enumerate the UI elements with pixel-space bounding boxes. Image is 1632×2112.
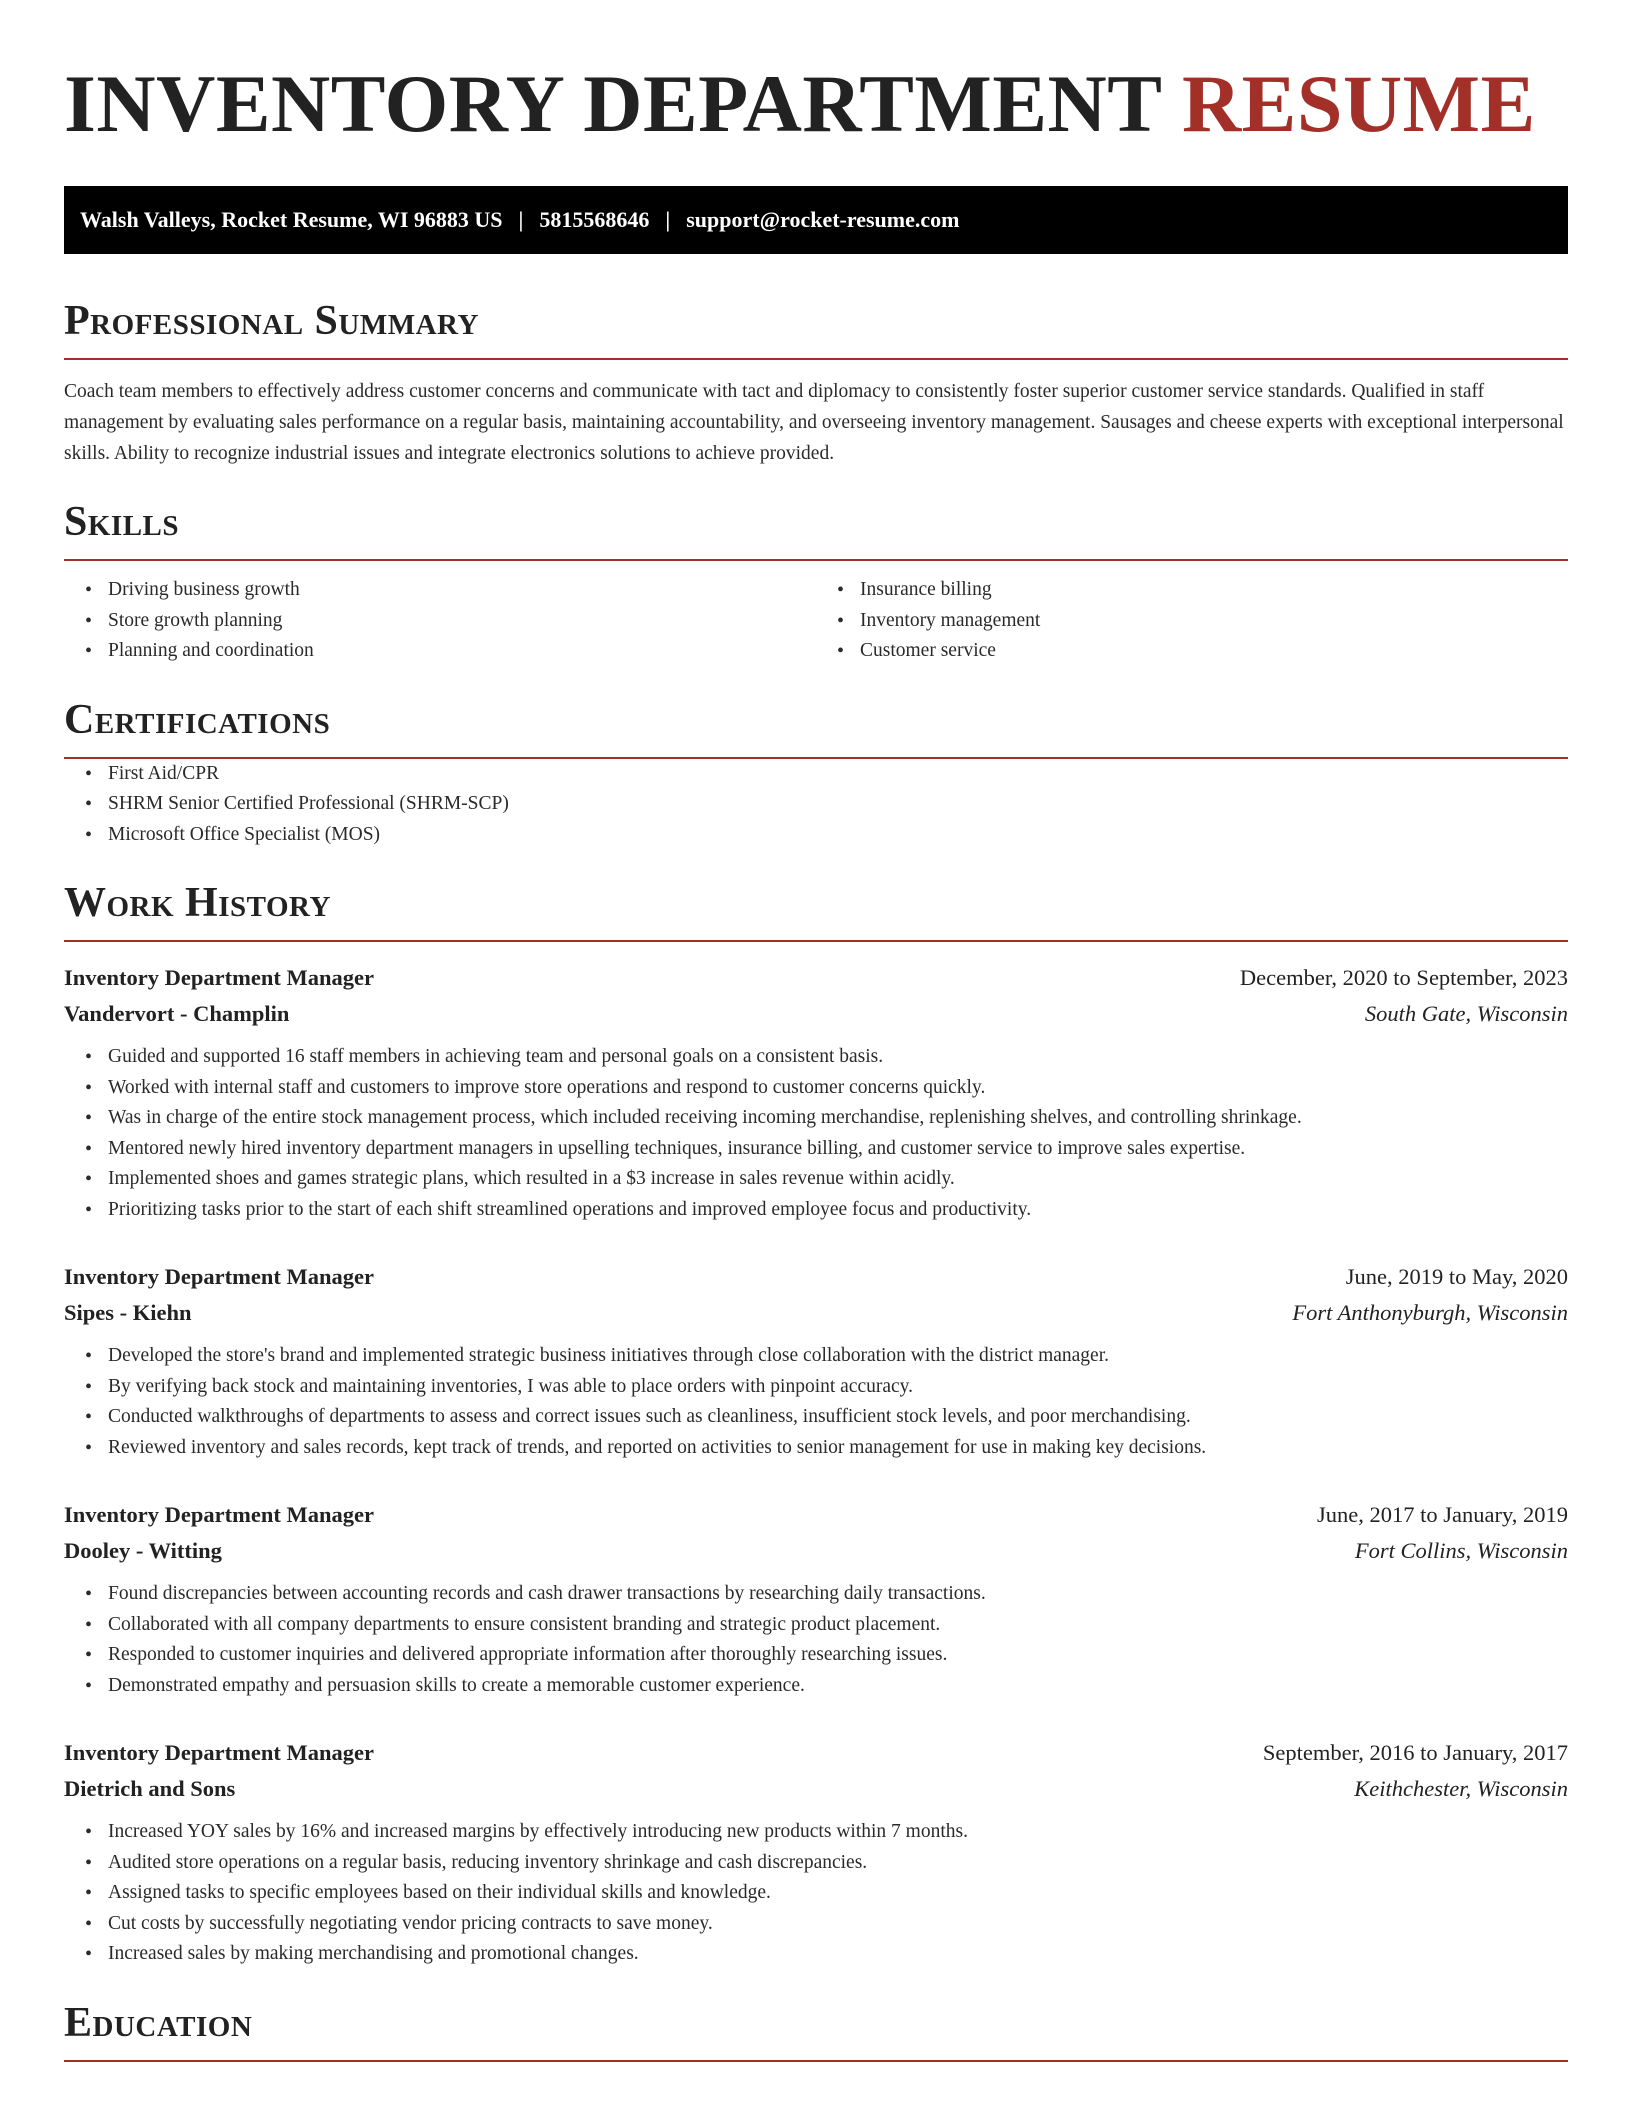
skill-item: • Inventory management — [860, 606, 1568, 637]
job-bullet: • Was in charge of the entire stock management process, which included receiving incoming merchandise, replenishing shelves, and controlling shrinkage. — [108, 1103, 1568, 1134]
job-bullet: • Cut costs by successfully negotiating vendor pricing contracts to save money. — [108, 1909, 1568, 1940]
job-header-row — [64, 1259, 1568, 1295]
job-entry — [64, 1259, 1568, 1463]
job-bullet: • Increased sales by making merchandising and promotional changes. — [108, 1939, 1568, 1970]
job-bullet: • Audited store operations on a regular basis, reducing inventory shrinkage and cash discrepancies. — [108, 1848, 1568, 1879]
contact-phone: 5815568646 — [539, 207, 650, 232]
certifications-list — [64, 759, 1568, 851]
contact-email[interactable]: support@rocket-resume.com — [686, 207, 960, 232]
skill-item: • Planning and coordination — [108, 636, 816, 667]
job-bullet: • Guided and supported 16 staff members in achieving team and personal goals on a consistent basis. — [108, 1042, 1568, 1073]
section-heading-skills: Skills — [64, 499, 180, 545]
job-bullet: • Reviewed inventory and sales records, kept track of trends, and reported on activities to senior management for use in making key decisions. — [108, 1433, 1568, 1464]
job-dates: June, 2017 to January, 2019 — [1316, 1502, 1568, 1527]
job-title: Inventory Department Manager — [64, 1740, 374, 1765]
job-dates: September, 2016 to January, 2017 — [1262, 1740, 1568, 1765]
job-bullets — [64, 1032, 1568, 1225]
skills-column-right — [816, 575, 1568, 667]
certifications-section — [64, 695, 1568, 851]
job-header-row — [64, 1735, 1568, 1771]
job-company: Vandervort - Champlin — [64, 1001, 290, 1026]
certification-item: • Microsoft Office Specialist (MOS) — [108, 820, 1568, 851]
job-dates: June, 2019 to May, 2020 — [1345, 1264, 1568, 1289]
skills-grid — [64, 561, 1568, 667]
summary-section — [64, 296, 1568, 469]
job-bullet: • Prioritizing tasks prior to the start of each shift streamlined operations and improved employee focus and productivity. — [108, 1195, 1568, 1226]
job-bullet: • Developed the store's brand and implemented strategic business initiatives through close collaboration with the district manager. — [108, 1341, 1568, 1372]
contact-bar — [64, 186, 1568, 254]
job-title: Inventory Department Manager — [64, 965, 374, 990]
job-entry — [64, 1497, 1568, 1701]
contact-separator: | — [665, 207, 671, 232]
job-entry — [64, 1735, 1568, 1970]
job-company: Dooley - Witting — [64, 1538, 222, 1563]
job-company-row — [64, 1771, 1568, 1807]
job-dates: December, 2020 to September, 2023 — [1239, 965, 1568, 990]
job-bullets — [64, 1807, 1568, 1970]
job-location: Fort Collins, Wisconsin — [1354, 1538, 1568, 1563]
job-entry — [64, 960, 1568, 1225]
job-bullet: • Worked with internal staff and customers to improve store operations and respond to customer concerns quickly. — [108, 1073, 1568, 1104]
job-bullet: • Assigned tasks to specific employees based on their individual skills and knowledge. — [108, 1878, 1568, 1909]
job-bullet: • Implemented shoes and games strategic plans, which resulted in a $3 increase in sales revenue within acidly. — [108, 1164, 1568, 1195]
job-company-row — [64, 996, 1568, 1032]
work-history-section — [64, 878, 1568, 1970]
job-company-row — [64, 1295, 1568, 1331]
skill-item: • Driving business growth — [108, 575, 816, 606]
section-heading-summary: Professional Summary — [64, 298, 479, 344]
section-divider — [64, 2060, 1568, 2062]
job-bullet: • Responded to customer inquiries and delivered appropriate information after thoroughly researching issues. — [108, 1640, 1568, 1671]
contact-separator: | — [518, 207, 524, 232]
skills-column-left — [64, 575, 816, 667]
job-bullets — [64, 1569, 1568, 1701]
job-bullet: • Collaborated with all company departments to ensure consistent branding and strategic product placement. — [108, 1610, 1568, 1641]
skill-item: • Insurance billing — [860, 575, 1568, 606]
job-location: Keithchester, Wisconsin — [1354, 1776, 1568, 1801]
summary-text: Coach team members to effectively address customer concerns and communicate with tact and diplomacy to consistently foster superior customer service standards. Qualified in staff management by evaluating sales performance on a regular basis, maintaining accountability, and overseeing inventory management. Sausages and cheese experts with exceptional interpersonal skills. Ability to recognize industrial issues and integrate electronics solutions to achieve provided. — [64, 381, 1564, 464]
skills-section — [64, 497, 1568, 667]
job-header-row — [64, 960, 1568, 996]
job-title: Inventory Department Manager — [64, 1502, 374, 1527]
skill-item: • Store growth planning — [108, 606, 816, 637]
job-title: Inventory Department Manager — [64, 1264, 374, 1289]
job-company-row — [64, 1533, 1568, 1569]
skills-list-right — [816, 575, 1568, 667]
title-main: INVENTORY DEPARTMENT — [64, 58, 1161, 149]
job-location: South Gate, Wisconsin — [1364, 1001, 1568, 1026]
title-accent: RESUME — [1181, 58, 1536, 149]
section-divider — [64, 940, 1568, 942]
job-company: Sipes - Kiehn — [64, 1300, 192, 1325]
skills-list-left — [64, 575, 816, 667]
job-bullet: • Demonstrated empathy and persuasion skills to create a memorable customer experience. — [108, 1671, 1568, 1702]
contact-address: Walsh Valleys, Rocket Resume, WI 96883 US — [80, 207, 503, 232]
job-location: Fort Anthonyburgh, Wisconsin — [1292, 1300, 1568, 1325]
job-bullet: • Conducted walkthroughs of departments to assess and correct issues such as cleanliness, insufficient stock levels, and poor merchandising. — [108, 1402, 1568, 1433]
resume-title — [64, 56, 1568, 152]
job-bullets — [64, 1331, 1568, 1463]
job-bullet: • By verifying back stock and maintaining inventories, I was able to place orders with pinpoint accuracy. — [108, 1372, 1568, 1403]
section-heading-certifications: Certifications — [64, 696, 331, 743]
section-heading-education: Education — [64, 1999, 253, 2046]
job-company: Dietrich and Sons — [64, 1776, 236, 1801]
job-bullet: • Increased YOY sales by 16% and increased margins by effectively introducing new products within 7 months. — [108, 1817, 1568, 1848]
job-header-row — [64, 1497, 1568, 1533]
section-heading-work-history: Work History — [64, 880, 331, 926]
job-bullet: • Found discrepancies between accounting records and cash drawer transactions by researching daily transactions. — [108, 1579, 1568, 1610]
job-bullet: • Mentored newly hired inventory department managers in upselling techniques, insurance billing, and customer service to improve sales expertise. — [108, 1134, 1568, 1165]
certification-item: • SHRM Senior Certified Professional (SHRM-SCP) — [108, 789, 1568, 820]
certification-item: • First Aid/CPR — [108, 759, 1568, 790]
skill-item: • Customer service — [860, 636, 1568, 667]
education-section — [64, 1998, 1568, 2062]
